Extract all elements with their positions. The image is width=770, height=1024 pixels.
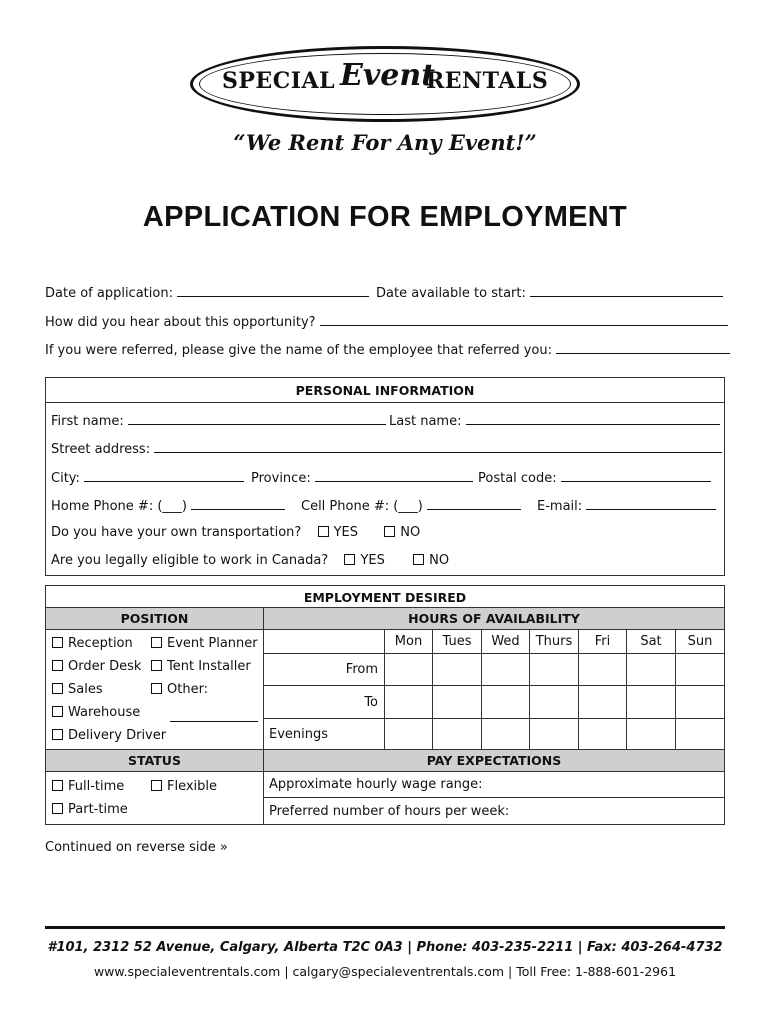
hours-row-from-label: From xyxy=(264,654,385,686)
hours-cell[interactable] xyxy=(530,686,579,719)
hours-cell[interactable] xyxy=(482,686,530,719)
day-header-tues: Tues xyxy=(433,630,482,654)
status-header: STATUS xyxy=(45,750,264,772)
hours-cell[interactable] xyxy=(433,654,482,686)
position-tent-installer-label: Tent Installer xyxy=(167,659,251,674)
transportation-question xyxy=(51,525,420,540)
hours-cell[interactable] xyxy=(433,686,482,719)
position-event-planner-label: Event Planner xyxy=(167,636,258,651)
eligibility-label: Are you legally eligible to work in Canada? xyxy=(51,553,329,568)
hours-cell[interactable] xyxy=(433,719,482,750)
pay-wage-range-field[interactable]: Approximate hourly wage range: xyxy=(264,772,725,798)
hours-cell[interactable] xyxy=(579,686,627,719)
eligibility-question xyxy=(51,553,449,568)
status-options xyxy=(45,772,264,825)
street-address-field[interactable] xyxy=(51,440,722,457)
day-header-sun: Sun xyxy=(676,630,725,654)
pay-hours-per-week-field[interactable]: Preferred number of hours per week: xyxy=(264,798,725,825)
home-phone-blank[interactable] xyxy=(191,497,285,510)
eligibility-no-label: NO xyxy=(429,553,450,568)
hear-about-field[interactable] xyxy=(45,313,728,330)
hours-cell[interactable] xyxy=(579,719,627,750)
status-part-time-checkbox[interactable] xyxy=(52,803,63,814)
position-sales-label: Sales xyxy=(68,682,103,697)
first-name-label: First name: xyxy=(51,414,124,429)
email-blank[interactable] xyxy=(586,497,716,510)
day-header-mon: Mon xyxy=(385,630,433,654)
status-full-time-label: Full-time xyxy=(68,779,125,794)
transportation-yes-checkbox[interactable] xyxy=(318,526,329,537)
home-phone-field[interactable] xyxy=(51,497,285,514)
transportation-yes-label: YES xyxy=(333,525,359,540)
postal-code-label: Postal code: xyxy=(478,471,557,486)
hours-header: HOURS OF AVAILABILITY xyxy=(264,607,725,630)
postal-code-blank[interactable] xyxy=(561,469,711,482)
street-address-label: Street address: xyxy=(51,442,151,457)
hours-cell[interactable] xyxy=(482,654,530,686)
day-header-wed: Wed xyxy=(482,630,530,654)
hours-corner-cell xyxy=(264,630,385,654)
status-part-time-label: Part-time xyxy=(68,802,128,817)
position-option[interactable] xyxy=(52,682,103,697)
logo-word-event: Event xyxy=(340,58,436,93)
status-option[interactable] xyxy=(52,802,128,817)
pay-expectations-header: PAY EXPECTATIONS xyxy=(264,750,725,772)
position-warehouse-checkbox[interactable] xyxy=(52,706,63,717)
hours-row-evenings-label: Evenings xyxy=(264,719,385,750)
first-name-blank[interactable] xyxy=(128,412,386,425)
hours-cell[interactable] xyxy=(482,719,530,750)
hours-cell[interactable] xyxy=(676,686,725,719)
logo-word-special: SPECIAL xyxy=(222,68,336,94)
position-option[interactable] xyxy=(52,705,140,720)
continued-note: Continued on reverse side » xyxy=(45,840,228,855)
transportation-label: Do you have your own transportation? xyxy=(51,525,302,540)
footer-divider xyxy=(45,926,725,929)
position-event-planner-checkbox[interactable] xyxy=(151,637,162,648)
position-other-blank[interactable] xyxy=(170,709,258,722)
province-label: Province: xyxy=(251,471,311,486)
hours-cell[interactable] xyxy=(530,719,579,750)
cell-phone-label: Cell Phone #: (___) xyxy=(301,499,423,514)
position-options xyxy=(45,630,264,750)
position-option[interactable] xyxy=(52,659,141,674)
hours-cell[interactable] xyxy=(385,719,433,750)
position-header: POSITION xyxy=(45,607,264,630)
day-header-fri: Fri xyxy=(579,630,627,654)
eligibility-yes-label: YES xyxy=(360,553,385,568)
footer-address: #101, 2312 52 Avenue, Calgary, Alberta T2C 0A3 | Phone: 403-235-2211 | Fax: 403-264-4732 xyxy=(47,940,723,955)
street-address-blank[interactable] xyxy=(154,440,722,453)
personal-information-section xyxy=(45,377,725,576)
position-tent-installer-checkbox[interactable] xyxy=(151,660,162,671)
referred-blank[interactable] xyxy=(556,341,730,354)
date-of-application-field[interactable] xyxy=(45,284,369,301)
position-delivery-driver-label: Delivery Driver xyxy=(68,728,167,743)
status-flexible-checkbox[interactable] xyxy=(151,780,162,791)
province-blank[interactable] xyxy=(315,469,473,482)
position-sales-checkbox[interactable] xyxy=(52,683,63,694)
last-name-field[interactable] xyxy=(389,412,720,429)
eligibility-yes-checkbox[interactable] xyxy=(344,554,355,565)
employment-desired-header: EMPLOYMENT DESIRED xyxy=(303,590,467,605)
city-label: City: xyxy=(51,471,80,486)
referred-field[interactable] xyxy=(45,341,730,358)
hours-cell[interactable] xyxy=(627,654,676,686)
cell-phone-blank[interactable] xyxy=(427,497,521,510)
hours-cell[interactable] xyxy=(627,686,676,719)
eligibility-no-checkbox[interactable] xyxy=(413,554,424,565)
position-order-desk-label: Order Desk xyxy=(68,659,142,674)
province-field[interactable] xyxy=(251,469,473,486)
position-option[interactable] xyxy=(52,636,133,651)
position-other-checkbox[interactable] xyxy=(151,683,162,694)
hours-cell[interactable] xyxy=(627,719,676,750)
position-option[interactable] xyxy=(151,682,208,697)
logo-word-rentals: RENTALS xyxy=(426,68,549,94)
footer-contact: www.specialeventrentals.com | calgary@specialeventrentals.com | Toll Free: 1-888-601-2961 xyxy=(93,964,677,979)
position-order-desk-checkbox[interactable] xyxy=(52,660,63,671)
position-option[interactable] xyxy=(151,636,258,651)
section-divider xyxy=(46,402,724,403)
position-warehouse-label: Warehouse xyxy=(68,705,141,720)
position-option[interactable] xyxy=(151,659,251,674)
position-delivery-driver-checkbox[interactable] xyxy=(52,729,63,740)
date-available-blank[interactable] xyxy=(530,284,723,297)
last-name-blank[interactable] xyxy=(466,412,720,425)
date-of-application-label: Date of application: xyxy=(45,286,173,301)
last-name-label: Last name: xyxy=(389,414,462,429)
hours-cell[interactable] xyxy=(385,654,433,686)
hours-cell[interactable] xyxy=(530,654,579,686)
date-of-application-blank[interactable] xyxy=(177,284,369,297)
hear-about-label: How did you hear about this opportunity? xyxy=(45,315,316,330)
status-option[interactable] xyxy=(151,779,217,794)
date-available-label: Date available to start: xyxy=(376,286,526,301)
city-field[interactable] xyxy=(51,469,244,486)
transportation-no-checkbox[interactable] xyxy=(384,526,395,537)
day-header-sat: Sat xyxy=(627,630,676,654)
personal-information-header: PERSONAL INFORMATION xyxy=(295,383,475,398)
city-blank[interactable] xyxy=(84,469,244,482)
postal-code-field[interactable] xyxy=(478,469,711,486)
hours-cell[interactable] xyxy=(676,719,725,750)
transportation-no-label: NO xyxy=(400,525,421,540)
hours-cell[interactable] xyxy=(676,654,725,686)
status-flexible-label: Flexible xyxy=(167,779,218,794)
email-label: E-mail: xyxy=(537,499,583,514)
status-option[interactable] xyxy=(52,779,124,794)
position-option[interactable] xyxy=(52,728,166,743)
tagline: “We Rent For Any Event!” xyxy=(233,130,537,155)
cell-phone-field[interactable] xyxy=(301,497,521,514)
hear-about-blank[interactable] xyxy=(320,313,728,326)
first-name-field[interactable] xyxy=(51,412,386,429)
position-other-label: Other: xyxy=(167,682,209,697)
home-phone-label: Home Phone #: (___) xyxy=(51,499,187,514)
hours-row-to-label: To xyxy=(264,686,385,719)
status-full-time-checkbox[interactable] xyxy=(52,780,63,791)
referred-label: If you were referred, please give the name of the employee that referred you: xyxy=(45,343,553,358)
email-field[interactable] xyxy=(537,497,716,514)
position-reception-checkbox[interactable] xyxy=(52,637,63,648)
position-reception-label: Reception xyxy=(68,636,133,651)
page-title: APPLICATION FOR EMPLOYMENT xyxy=(142,201,628,233)
date-available-field[interactable] xyxy=(376,284,723,301)
hours-cell[interactable] xyxy=(579,654,627,686)
day-header-thurs: Thurs xyxy=(530,630,579,654)
hours-cell[interactable] xyxy=(385,686,433,719)
